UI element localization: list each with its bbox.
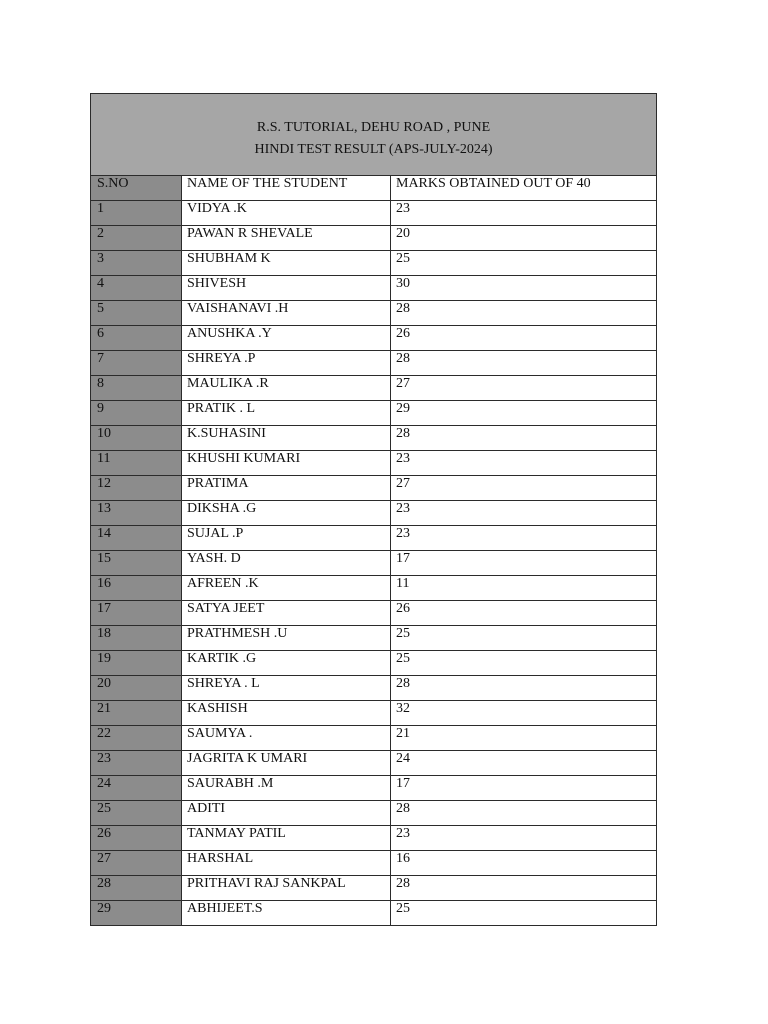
row-name-cell: PRATIK . L: [182, 401, 391, 426]
header-sno: S.NO: [91, 176, 182, 201]
header-marks: MARKS OBTAINED OUT OF 40: [391, 176, 657, 201]
table-row: [91, 676, 657, 701]
test-title: HINDI TEST RESULT (APS-JULY-2024): [254, 141, 493, 157]
table-row: [91, 326, 657, 351]
table-row: [91, 601, 657, 626]
row-sno-cell: 25: [91, 801, 182, 826]
row-marks-cell: 30: [391, 276, 657, 301]
row-marks-cell: 28: [391, 426, 657, 451]
row-name-cell: PRATHMESH .U: [182, 626, 391, 651]
row-name-cell: PRATIMA: [182, 476, 391, 501]
row-name-cell: SATYA JEET: [182, 601, 391, 626]
row-name-cell: AFREEN .K: [182, 576, 391, 601]
row-marks-cell: 32: [391, 701, 657, 726]
row-sno-cell: 29: [91, 901, 182, 926]
row-name-cell: VIDYA .K: [182, 201, 391, 226]
table-row: [91, 526, 657, 551]
table-row: [91, 776, 657, 801]
table-row: [91, 201, 657, 226]
row-marks-cell: 16: [391, 851, 657, 876]
row-sno-cell: 10: [91, 426, 182, 451]
row-name-cell: PRITHAVI RAJ SANKPAL: [182, 876, 391, 901]
row-marks-cell: 28: [391, 801, 657, 826]
table-row: [91, 476, 657, 501]
row-sno-cell: 24: [91, 776, 182, 801]
table-row: [91, 826, 657, 851]
table-row: [91, 401, 657, 426]
row-name-cell: SHREYA . L: [182, 676, 391, 701]
row-sno-cell: 12: [91, 476, 182, 501]
row-name-cell: YASH. D: [182, 551, 391, 576]
institute-title: R.S. TUTORIAL, DEHU ROAD , PUNE: [256, 119, 491, 135]
row-sno-cell: 2: [91, 226, 182, 251]
row-sno-cell: 17: [91, 601, 182, 626]
result-table-body: [91, 94, 657, 926]
row-marks-cell: 28: [391, 676, 657, 701]
row-sno-cell: 19: [91, 651, 182, 676]
row-sno-cell: 16: [91, 576, 182, 601]
row-marks-cell: 17: [391, 551, 657, 576]
table-row: [91, 751, 657, 776]
row-marks-cell: 28: [391, 301, 657, 326]
row-marks-cell: 23: [391, 526, 657, 551]
row-marks-cell: 24: [391, 751, 657, 776]
row-sno-cell: 4: [91, 276, 182, 301]
table-row: [91, 801, 657, 826]
row-name-cell: SUJAL .P: [182, 526, 391, 551]
row-name-cell: SHIVESH: [182, 276, 391, 301]
row-name-cell: TANMAY PATIL: [182, 826, 391, 851]
row-marks-cell: 11: [391, 576, 657, 601]
row-marks-cell: 23: [391, 201, 657, 226]
header-row: [91, 176, 657, 201]
row-marks-cell: 17: [391, 776, 657, 801]
row-sno-cell: 28: [91, 876, 182, 901]
row-marks-cell: 21: [391, 726, 657, 751]
row-name-cell: KASHISH: [182, 701, 391, 726]
row-sno-cell: 23: [91, 751, 182, 776]
table-row: [91, 701, 657, 726]
row-name-cell: VAISHANAVI .H: [182, 301, 391, 326]
row-marks-cell: 23: [391, 501, 657, 526]
row-sno-cell: 27: [91, 851, 182, 876]
row-name-cell: MAULIKA .R: [182, 376, 391, 401]
table-row: [91, 876, 657, 901]
table-row: [91, 426, 657, 451]
table-row: [91, 551, 657, 576]
table-row: [91, 501, 657, 526]
table-row: [91, 451, 657, 476]
row-sno-cell: 21: [91, 701, 182, 726]
row-sno-cell: 20: [91, 676, 182, 701]
row-sno-cell: 3: [91, 251, 182, 276]
table-row: [91, 651, 657, 676]
row-name-cell: JAGRITA K UMARI: [182, 751, 391, 776]
row-name-cell: SHUBHAM K: [182, 251, 391, 276]
row-marks-cell: 23: [391, 451, 657, 476]
row-sno-cell: 15: [91, 551, 182, 576]
row-marks-cell: 28: [391, 351, 657, 376]
row-name-cell: PAWAN R SHEVALE: [182, 226, 391, 251]
row-marks-cell: 25: [391, 651, 657, 676]
row-sno-cell: 14: [91, 526, 182, 551]
row-name-cell: SAURABH .M: [182, 776, 391, 801]
row-name-cell: HARSHAL: [182, 851, 391, 876]
table-row: [91, 851, 657, 876]
row-name-cell: ABHIJEET.S: [182, 901, 391, 926]
row-sno-cell: 7: [91, 351, 182, 376]
row-sno-cell: 11: [91, 451, 182, 476]
row-name-cell: SHREYA .P: [182, 351, 391, 376]
table-row: [91, 226, 657, 251]
row-marks-cell: 25: [391, 626, 657, 651]
row-name-cell: KHUSHI KUMARI: [182, 451, 391, 476]
row-sno-cell: 6: [91, 326, 182, 351]
row-name-cell: ANUSHKA .Y: [182, 326, 391, 351]
row-marks-cell: 20: [391, 226, 657, 251]
table-row: [91, 301, 657, 326]
title-cell: [91, 94, 657, 176]
row-marks-cell: 29: [391, 401, 657, 426]
table-row: [91, 351, 657, 376]
row-sno-cell: 9: [91, 401, 182, 426]
row-marks-cell: 27: [391, 376, 657, 401]
row-name-cell: ADITI: [182, 801, 391, 826]
row-sno-cell: 1: [91, 201, 182, 226]
row-sno-cell: 8: [91, 376, 182, 401]
row-sno-cell: 26: [91, 826, 182, 851]
table-row: [91, 376, 657, 401]
row-marks-cell: 28: [391, 876, 657, 901]
table-row: [91, 726, 657, 751]
row-marks-cell: 25: [391, 251, 657, 276]
row-marks-cell: 25: [391, 901, 657, 926]
row-marks-cell: 23: [391, 826, 657, 851]
row-marks-cell: 27: [391, 476, 657, 501]
row-sno-cell: 18: [91, 626, 182, 651]
row-sno-cell: 22: [91, 726, 182, 751]
row-sno-cell: 13: [91, 501, 182, 526]
row-marks-cell: 26: [391, 601, 657, 626]
row-name-cell: SAUMYA .: [182, 726, 391, 751]
table-row: [91, 251, 657, 276]
row-marks-cell: 26: [391, 326, 657, 351]
table-row: [91, 901, 657, 926]
result-table: [90, 93, 657, 926]
title-row: [91, 94, 657, 176]
table-row: [91, 576, 657, 601]
row-name-cell: DIKSHA .G: [182, 501, 391, 526]
row-name-cell: KARTIK .G: [182, 651, 391, 676]
row-sno-cell: 5: [91, 301, 182, 326]
row-name-cell: K.SUHASINI: [182, 426, 391, 451]
header-name: NAME OF THE STUDENT: [182, 176, 391, 201]
table-row: [91, 626, 657, 651]
table-row: [91, 276, 657, 301]
